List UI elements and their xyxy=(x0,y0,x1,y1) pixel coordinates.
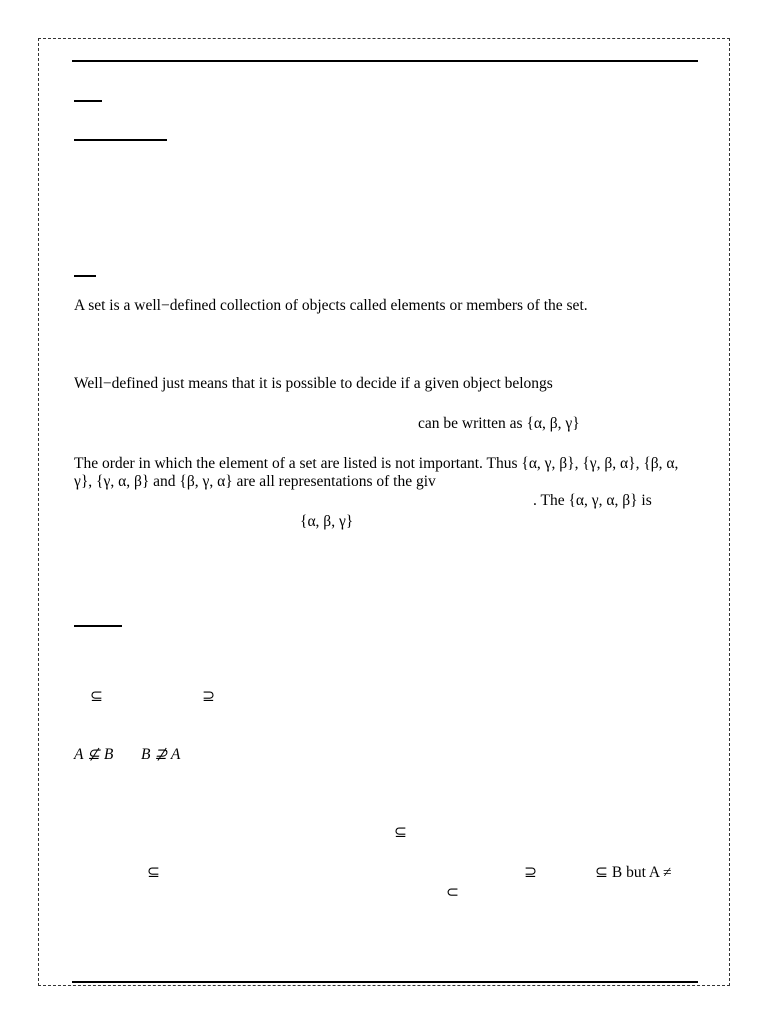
heading-underline-1 xyxy=(74,100,102,102)
subset-symbol: ⊆ xyxy=(90,688,103,705)
subset-symbol-3: ⊆ xyxy=(147,864,160,881)
not-subset-expression: A ⊈ B xyxy=(74,746,114,763)
subset-symbol-2: ⊆ xyxy=(394,824,407,841)
footer-rule xyxy=(72,981,698,983)
written-as-text: can be written as {α, β, γ} xyxy=(418,415,580,432)
order-paragraph: The order in which the element of a set are listed is not important. Thus {α, γ, β}, {γ, β, α}, {β, α, γ}, {γ, α, β} and {β, γ, α} are all representations of the giv xyxy=(74,455,679,490)
header-rule xyxy=(72,60,698,62)
not-superset-expression: B ⊉ A xyxy=(141,746,181,763)
set-definition: A set is a well−defined collection of objects called elements or members of the set. xyxy=(74,297,588,314)
heading-underline-4 xyxy=(74,625,122,627)
order-tail: . The {α, γ, α, β} is xyxy=(533,492,652,509)
superset-symbol: ⊇ xyxy=(202,688,215,705)
page-border xyxy=(38,38,730,986)
heading-underline-3 xyxy=(74,275,96,277)
proper-subset-text: ⊆ B but A ≠ xyxy=(595,864,672,881)
order-set: {α, β, γ} xyxy=(300,513,354,530)
heading-underline-2 xyxy=(74,139,167,141)
proper-subset-symbol: ⊂ xyxy=(446,884,459,901)
superset-symbol-2: ⊇ xyxy=(524,864,537,881)
well-defined-text: Well−defined just means that it is possible to decide if a given object belongs xyxy=(74,375,553,392)
